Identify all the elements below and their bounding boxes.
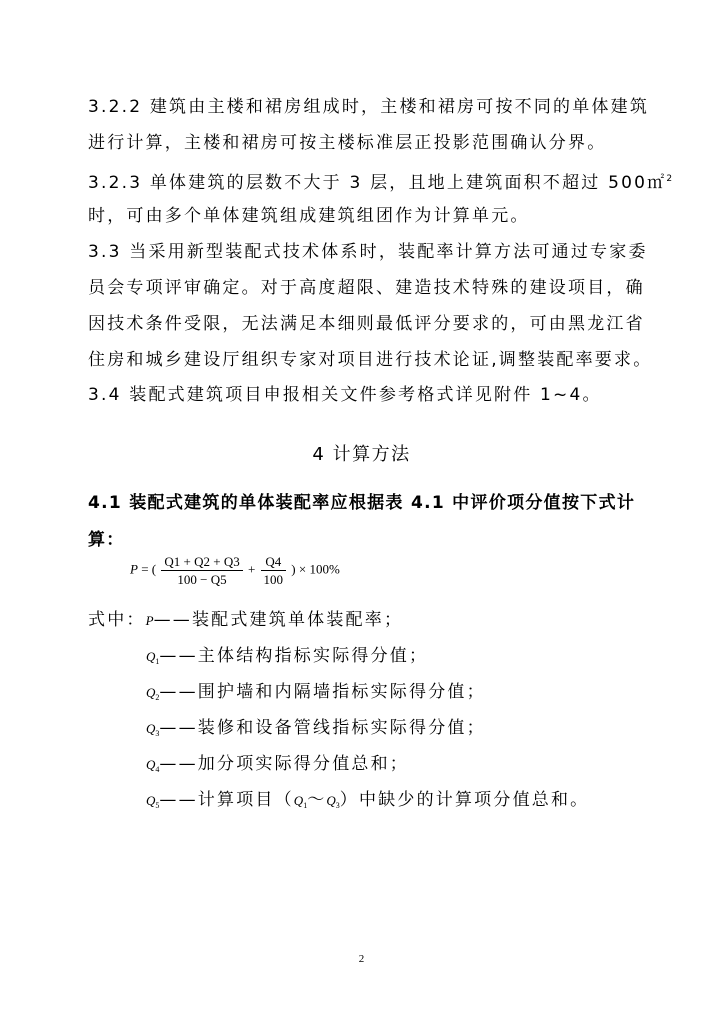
definition-q5-text: ——计算项目（	[159, 790, 294, 810]
range-end-letter: Q	[326, 793, 336, 808]
variable-q3	[146, 721, 159, 736]
variable-q1-range	[294, 793, 307, 808]
variable-q4-letter: Q	[146, 757, 156, 772]
variable-q2-letter: Q	[146, 685, 156, 700]
paragraph-3-4-line-1: 3.4 装配式建筑项目申报相关文件参考格式详见附件 1~4。	[88, 385, 602, 405]
definition-p	[88, 610, 403, 631]
formula-denominator-2: 100	[263, 572, 284, 587]
definition-q4-text: ——加分项实际得分值总和；	[159, 754, 409, 774]
variable-q5	[146, 793, 159, 808]
definition-q5	[146, 790, 589, 816]
definition-q1-text: ——主体结构指标实际得分值；	[159, 646, 429, 666]
definition-q5-tail: ）中缺少的计算项分值总和。	[339, 790, 590, 810]
formula-fraction-2	[261, 554, 287, 587]
paragraph-3-2-2-line-2: 进行计算，主楼和裙房可按主楼标准层正投影范围确认分界。	[88, 133, 607, 153]
variable-q2	[146, 685, 159, 700]
variable-q3-sub: 3	[155, 729, 160, 738]
variable-q1	[146, 649, 159, 664]
formula-tail: ) × 100%	[291, 561, 340, 577]
variable-q5-letter: Q	[146, 793, 156, 808]
definition-q2	[146, 682, 486, 708]
paragraph-3-3-line-2: 员会专项评审确定。对于高度超限、建造技术特殊的建设项目，确	[88, 278, 645, 298]
superscript-2: 2	[666, 174, 673, 184]
section-heading: 4 计算方法	[312, 444, 411, 465]
variable-q3-range	[326, 793, 339, 808]
assembly-rate-formula	[130, 554, 340, 587]
formula-denominator-1: 100 − Q5	[177, 572, 227, 587]
variable-p: P	[145, 613, 154, 628]
variable-q2-sub: 2	[155, 693, 160, 702]
paragraph-3-2-3-text: 3.2.3 单体建筑的层数不大于 3 层，且地上建筑面积不超过 500㎡	[88, 173, 667, 193]
paragraph-3-2-3-line-2: 时，可由多个单体建筑组成建筑组团作为计算单元。	[88, 206, 530, 226]
formula-plus: +	[247, 561, 256, 577]
range-start-sub: 1	[303, 801, 308, 810]
variable-q4-sub: 4	[155, 765, 160, 774]
definition-q3	[146, 718, 486, 744]
subsection-4-1-line-2: 算：	[88, 530, 125, 550]
paragraph-3-3-line-1: 3.3 当采用新型装配式技术体系时，装配率计算方法可通过专家委	[88, 242, 648, 262]
variable-q1-sub: 1	[155, 657, 160, 666]
variable-q5-sub: 5	[155, 801, 160, 810]
variable-q3-letter: Q	[146, 721, 156, 736]
variable-q1-letter: Q	[146, 649, 156, 664]
formula-lhs: P	[130, 561, 138, 577]
range-separator: ～	[307, 790, 327, 810]
formula-equals: = (	[141, 561, 157, 577]
formula-fraction-1	[161, 554, 242, 587]
definition-q4	[146, 754, 409, 780]
definition-q3-text: ——装修和设备管线指标实际得分值；	[159, 718, 486, 738]
definition-p-text: ——装配式建筑单体装配率；	[153, 610, 404, 630]
formula-numerator-2: Q4	[261, 554, 287, 571]
definition-intro: 式中：	[88, 610, 146, 630]
page-number: 2	[358, 953, 365, 965]
paragraph-3-3-line-3: 因技术条件受限，无法满足本细则最低评分要求的，可由黑龙江省	[88, 314, 645, 334]
subsection-4-1-line-1: 4.1 装配式建筑的单体装配率应根据表 4.1 中评价项分值按下式计	[88, 493, 636, 513]
range-end-sub: 3	[335, 801, 340, 810]
range-start-letter: Q	[293, 793, 304, 808]
variable-q4	[146, 757, 159, 772]
definition-q2-text: ——围护墙和内隔墙指标实际得分值；	[159, 682, 486, 702]
paragraph-3-3-line-4: 住房和城乡建设厅组织专家对项目进行技术论证,调整装配率要求。	[88, 350, 653, 370]
paragraph-3-2-2-line-1: 3.2.2 建筑由主楼和裙房组成时，主楼和裙房可按不同的单体建筑	[88, 97, 650, 117]
paragraph-3-2-3-line-1	[88, 169, 672, 193]
formula-numerator-1: Q1 + Q2 + Q3	[161, 554, 242, 571]
definition-q1	[146, 646, 428, 672]
